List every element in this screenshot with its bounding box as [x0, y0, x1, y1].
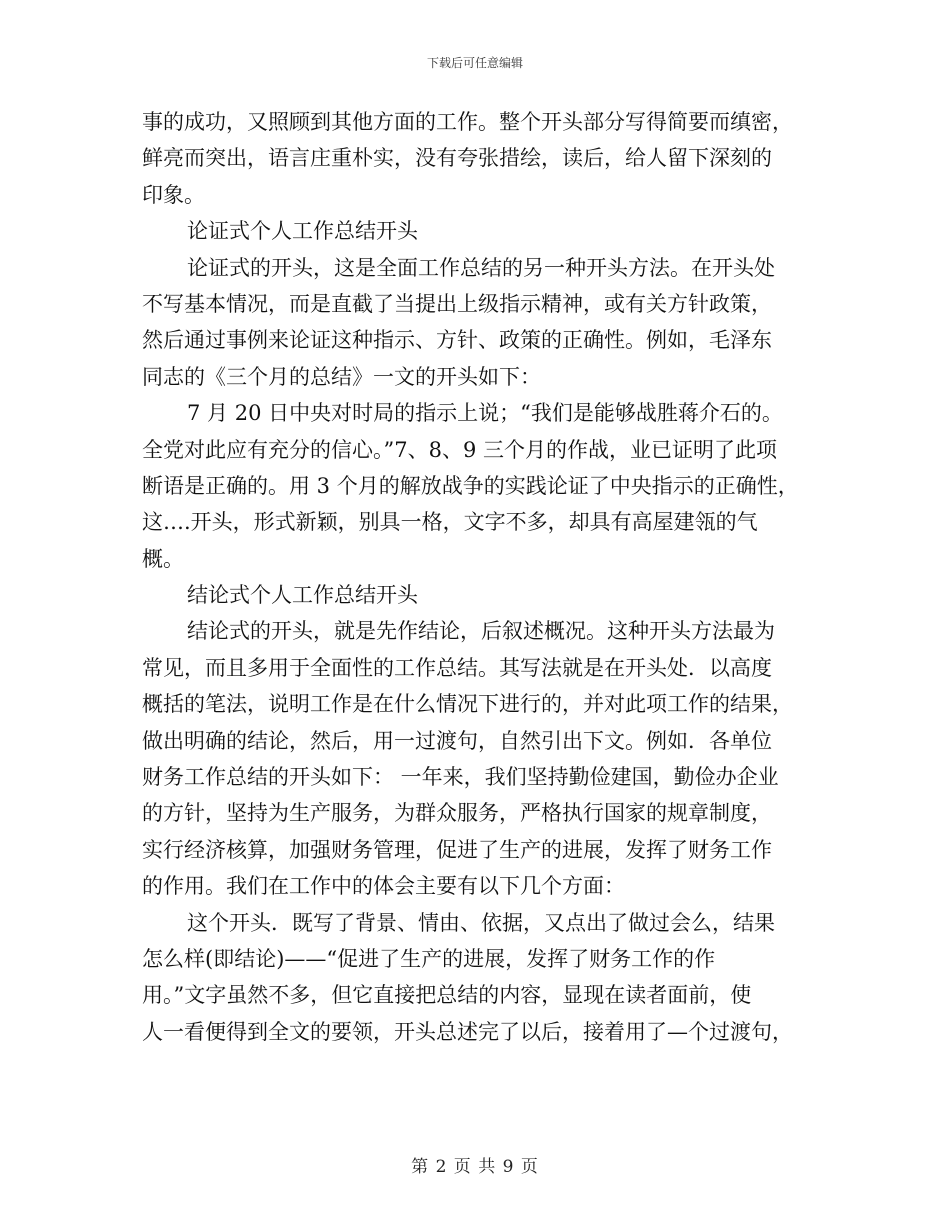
page-header: 下载后可任意编辑: [426, 56, 523, 70]
text-line: 然后通过事例来论证这种指示、方针、政策的正确性。例如，毛泽东: [142, 328, 772, 353]
text-line: 做出明确的结论，然后，用一过渡句，自然引出下文。例如．各单位: [142, 728, 772, 753]
text-line: 概。: [142, 546, 184, 571]
text-line: 实行经济核算，加强财务管理，促进了生产的进展，发挥了财务工作: [142, 837, 772, 862]
text-line: 人一看便得到全文的要领，开头总述完了以后，接着用了—个过渡句，: [142, 1019, 793, 1044]
text-line: 这个开头．既写了背景、情由、依据，又点出了做过会么，结果: [187, 910, 775, 935]
text-line: 断语是正确的。用 3 个月的解放战争的实践论证了中央指示的正确性，: [142, 473, 799, 498]
text-line: 的作用。我们在工作中的体会主要有以下几个方面：: [142, 874, 625, 899]
text-line: 同志的《三个月的总结》一文的开头如下：: [142, 364, 541, 389]
text-line: 全党对此应有充分的信心。”7、8、9 三个月的作战，业已证明了此项: [142, 437, 777, 462]
text-line: 事的成功，又照顾到其他方面的工作。整个开头部分写得简要而缜密，: [142, 110, 793, 134]
text-line: 怎么样(即结论)——“促进了生产的进展，发挥了财务工作的作: [142, 946, 716, 971]
text-line: 论证式的开头，这是全面工作总结的另一种开头方法。在开头处: [187, 255, 775, 280]
text-line: 用。”文字虽然不多，但它直接把总结的内容，显现在读者面前，使: [142, 983, 752, 1008]
text-line: 常见，而且多用于全面性的工作总结。其写法就是在开头处．以高度: [142, 655, 772, 680]
text-line: 结论式个人工作总结开头: [187, 583, 418, 608]
text-line: 这….开头，形式新颖，别具一格，文字不多，却具有高屋建瓴的气: [142, 510, 758, 535]
text-line: 结论式的开头，就是先作结论，后叙述概况。这种开头方法最为: [187, 619, 775, 644]
text-line: 财务工作总结的开头如下： 一年来，我们坚持勤俭建国，勤俭办企业: [142, 765, 779, 790]
text-line: 7 月 20 日中央对时局的指示上说；“我们是能够战胜蒋介石的。: [187, 401, 783, 426]
text-line: 不写基本情况，而是直截了当提出上级指示精神，或有关方针政策，: [142, 291, 772, 316]
page-footer: 第 2 页 共 9 页: [411, 1157, 539, 1177]
text-line: 概括的笔法，说明工作是在什么情况下进行的，并对此项工作的结果，: [142, 692, 793, 717]
text-line: 鲜亮而突出，语言庄重朴实，没有夸张措绘，读后，给人留下深刻的: [142, 146, 772, 171]
text-line: 论证式个人工作总结开头: [187, 219, 418, 244]
text-line: 印象。: [142, 182, 205, 207]
document-body: [142, 104, 814, 1050]
text-line: 的方针，坚持为生产服务，为群众服务，严格执行国家的规章制度，: [142, 801, 772, 826]
